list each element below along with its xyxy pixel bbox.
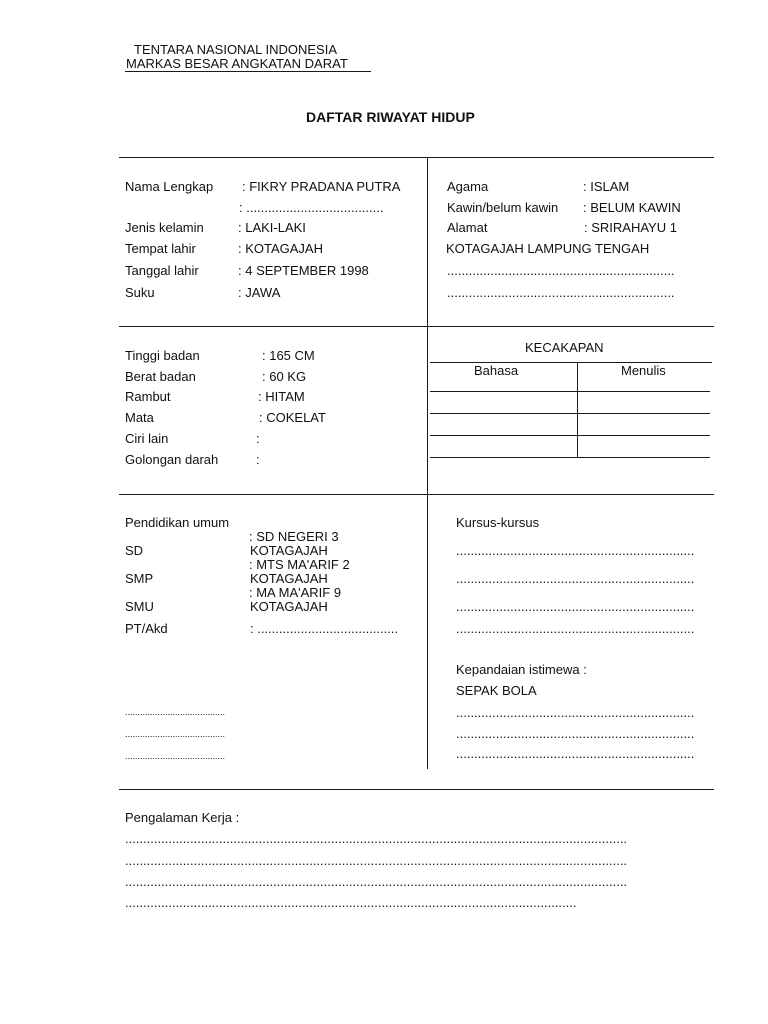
extra-dots-2: ........................................: [125, 729, 226, 739]
pt-label: PT/Akd: [125, 621, 168, 636]
kursus-dots-4: ..................................................................: [456, 621, 695, 636]
smp-value-2: KOTAGAJAH: [250, 571, 328, 586]
rambut-label: Rambut: [125, 389, 171, 404]
kecakapan-header-rule: [430, 362, 712, 363]
kepandaian-dots-2: ..................................................................: [456, 726, 695, 741]
kecakapan-col-divider: [577, 363, 578, 458]
kursus-dots-2: ..................................................................: [456, 571, 695, 586]
kursus-dots-3: ..................................................................: [456, 599, 695, 614]
mata-value: : COKELAT: [259, 410, 326, 425]
page-title: DAFTAR RIWAYAT HIDUP: [306, 109, 475, 125]
sd-value-1: : SD NEGERI 3: [249, 529, 339, 544]
agama-label: Agama: [447, 179, 489, 194]
sd-label: SD: [125, 543, 144, 558]
kecakapan-col-bahasa: Bahasa: [474, 363, 519, 378]
kecakapan-row-line: [430, 413, 710, 414]
nama-label: Nama Lengkap: [125, 179, 214, 194]
column-divider: [427, 157, 428, 769]
kursus-heading: Kursus-kursus: [456, 515, 540, 530]
suku-label: Suku: [125, 285, 155, 300]
tinggi-badan-label: Tinggi badan: [125, 348, 200, 363]
pengalaman-dots-3: ...........................................................................................................................................: [125, 874, 628, 889]
golongan-darah-label: Golongan darah: [125, 452, 219, 467]
pengalaman-dots-4: .............................................................................................................................: [125, 895, 577, 910]
pendidikan-heading: Pendidikan umum: [125, 515, 230, 530]
ciri-lain-value: :: [256, 431, 260, 446]
pengalaman-dots-1: ...........................................................................................................................................: [125, 831, 628, 846]
nama-value: : FIKRY PRADANA PUTRA: [242, 179, 401, 194]
mata-label: Mata: [125, 410, 154, 425]
alamat-dots-1: ...............................................................: [447, 263, 675, 278]
kecakapan-col-menulis: Menulis: [621, 363, 666, 378]
tempat-lahir-label: Tempat lahir: [125, 241, 196, 256]
kecakapan-row-line: [430, 391, 710, 392]
header-line-2: MARKAS BESAR ANGKATAN DARAT: [126, 56, 348, 71]
suku-value: : JAWA: [238, 285, 281, 300]
kepandaian-value: SEPAK BOLA: [456, 683, 537, 698]
alamat-label: Alamat: [447, 220, 488, 235]
smp-value-1: : MTS MA'ARIF 2: [249, 557, 350, 572]
header-line-1: TENTARA NASIONAL INDONESIA: [134, 42, 337, 57]
divider-physical: [119, 494, 714, 495]
jenis-kelamin-label: Jenis kelamin: [125, 220, 204, 235]
rambut-value: : HITAM: [258, 389, 305, 404]
smu-label: SMU: [125, 599, 154, 614]
tinggi-badan-value: : 165 CM: [262, 348, 315, 363]
kepandaian-heading: Kepandaian istimewa :: [456, 662, 587, 677]
berat-badan-label: Berat badan: [125, 369, 196, 384]
divider-education: [119, 789, 714, 790]
golongan-darah-value: :: [256, 452, 260, 467]
extra-dots-1: ........................................: [125, 707, 226, 717]
tanggal-lahir-label: Tanggal lahir: [125, 263, 199, 278]
extra-dots-3: ........................................: [125, 751, 226, 761]
kecakapan-row-line: [430, 435, 710, 436]
jenis-kelamin-value: : LAKI-LAKI: [238, 220, 306, 235]
divider-personal: [119, 326, 714, 327]
berat-badan-value: : 60 KG: [262, 369, 307, 384]
sd-value-2: KOTAGAJAH: [250, 543, 328, 558]
ciri-lain-label: Ciri lain: [125, 431, 169, 446]
alamat-dots-2: ...............................................................: [447, 285, 675, 300]
agama-value: : ISLAM: [583, 179, 630, 194]
pt-value: : .......................................: [250, 621, 399, 636]
smp-label: SMP: [125, 571, 154, 586]
pengalaman-dots-2: ...........................................................................................................................................: [125, 853, 628, 868]
kursus-dots-1: ..................................................................: [456, 543, 695, 558]
kecakapan-row-line: [430, 457, 710, 458]
divider-top: [119, 157, 714, 158]
tanggal-lahir-value: : 4 SEPTEMBER 1998: [238, 263, 369, 278]
kawin-value: : BELUM KAWIN: [583, 200, 681, 215]
kepandaian-dots-1: ..................................................................: [456, 705, 695, 720]
smu-value-2: KOTAGAJAH: [250, 599, 328, 614]
alamat-value: : SRIRAHAYU 1: [584, 220, 677, 235]
alamat-line-2: KOTAGAJAH LAMPUNG TENGAH: [446, 241, 650, 256]
header-underline: [125, 71, 371, 72]
nama-continuation: : ......................................: [239, 200, 384, 215]
kepandaian-dots-3: ..................................................................: [456, 746, 695, 761]
tempat-lahir-value: : KOTAGAJAH: [238, 241, 323, 256]
smu-value-1: : MA MA'ARIF 9: [249, 585, 342, 600]
kawin-label: Kawin/belum kawin: [447, 200, 559, 215]
pengalaman-heading: Pengalaman Kerja :: [125, 810, 240, 825]
kecakapan-title: KECAKAPAN: [525, 340, 604, 355]
